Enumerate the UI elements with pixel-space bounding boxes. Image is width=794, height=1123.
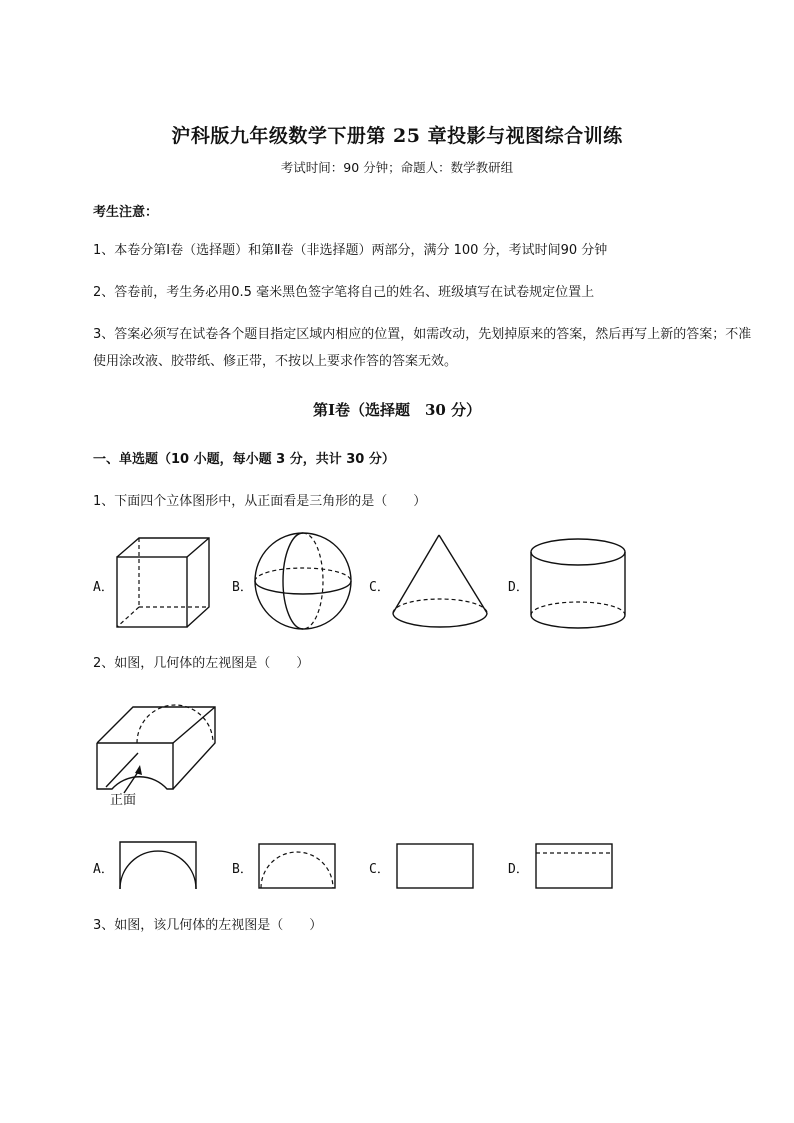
arch-dashed-icon bbox=[258, 843, 338, 891]
question-1-stem: 1、下面四个立体图形中，从正面看是三角形的是（ ） bbox=[93, 494, 427, 509]
notice-heading: 考生注意： bbox=[93, 205, 159, 220]
notice-item-3: 3、答案必须写在试卷各个题目指定区域内相应的位置，如需改动，先划掉原来的答案，然后再写上新的答案；不准使用涂改液、胶带纸、修正带，不按以上要求作答的答案无效。 bbox=[93, 327, 752, 369]
rectangle-dashed-line-icon bbox=[535, 843, 615, 891]
q2-option-c-label[interactable]: C． bbox=[369, 862, 390, 877]
cone-icon bbox=[391, 533, 491, 631]
part-heading: 一、单选题（10 小题，每小题 3 分，共计 30 分） bbox=[93, 452, 395, 467]
q2-option-d-label[interactable]: D． bbox=[508, 862, 529, 877]
q2-option-b-label[interactable]: B． bbox=[232, 862, 253, 877]
page-title: 沪科版九年级数学下册第 25 章投影与视图综合训练 bbox=[171, 125, 623, 147]
arch-solid-icon bbox=[119, 841, 199, 891]
q1-option-d-label[interactable]: D． bbox=[508, 580, 529, 595]
front-label: 正面 bbox=[110, 793, 137, 808]
notice-item-2: 2、答卷前，考生务必用0.5 毫米黑色签字笔将自己的姓名、班级填写在试卷规定位置上 bbox=[93, 285, 595, 300]
rectangle-icon bbox=[396, 843, 476, 891]
sphere-icon bbox=[253, 531, 353, 631]
q1-option-a-label[interactable]: A． bbox=[93, 580, 114, 595]
question-2-stem: 2、如图，几何体的左视图是（ ） bbox=[93, 656, 310, 671]
q2-option-a-label[interactable]: A． bbox=[93, 862, 114, 877]
q1-option-c-label[interactable]: C． bbox=[369, 580, 390, 595]
solid-figure bbox=[94, 703, 219, 793]
section-title: 第Ⅰ卷（选择题 30 分） bbox=[312, 401, 482, 419]
notice-item-1: 1、本卷分第Ⅰ卷（选择题）和第Ⅱ卷（非选择题）两部分，满分 100 分，考试时间90 分钟 bbox=[93, 243, 608, 258]
cube-icon bbox=[113, 535, 213, 631]
cylinder-icon bbox=[530, 537, 630, 633]
q1-option-b-label[interactable]: B． bbox=[232, 580, 253, 595]
exam-info: 考试时间：90 分钟；命题人：数学教研组 bbox=[280, 160, 514, 175]
question-3-stem: 3、如图，该几何体的左视图是（ ） bbox=[93, 918, 323, 933]
